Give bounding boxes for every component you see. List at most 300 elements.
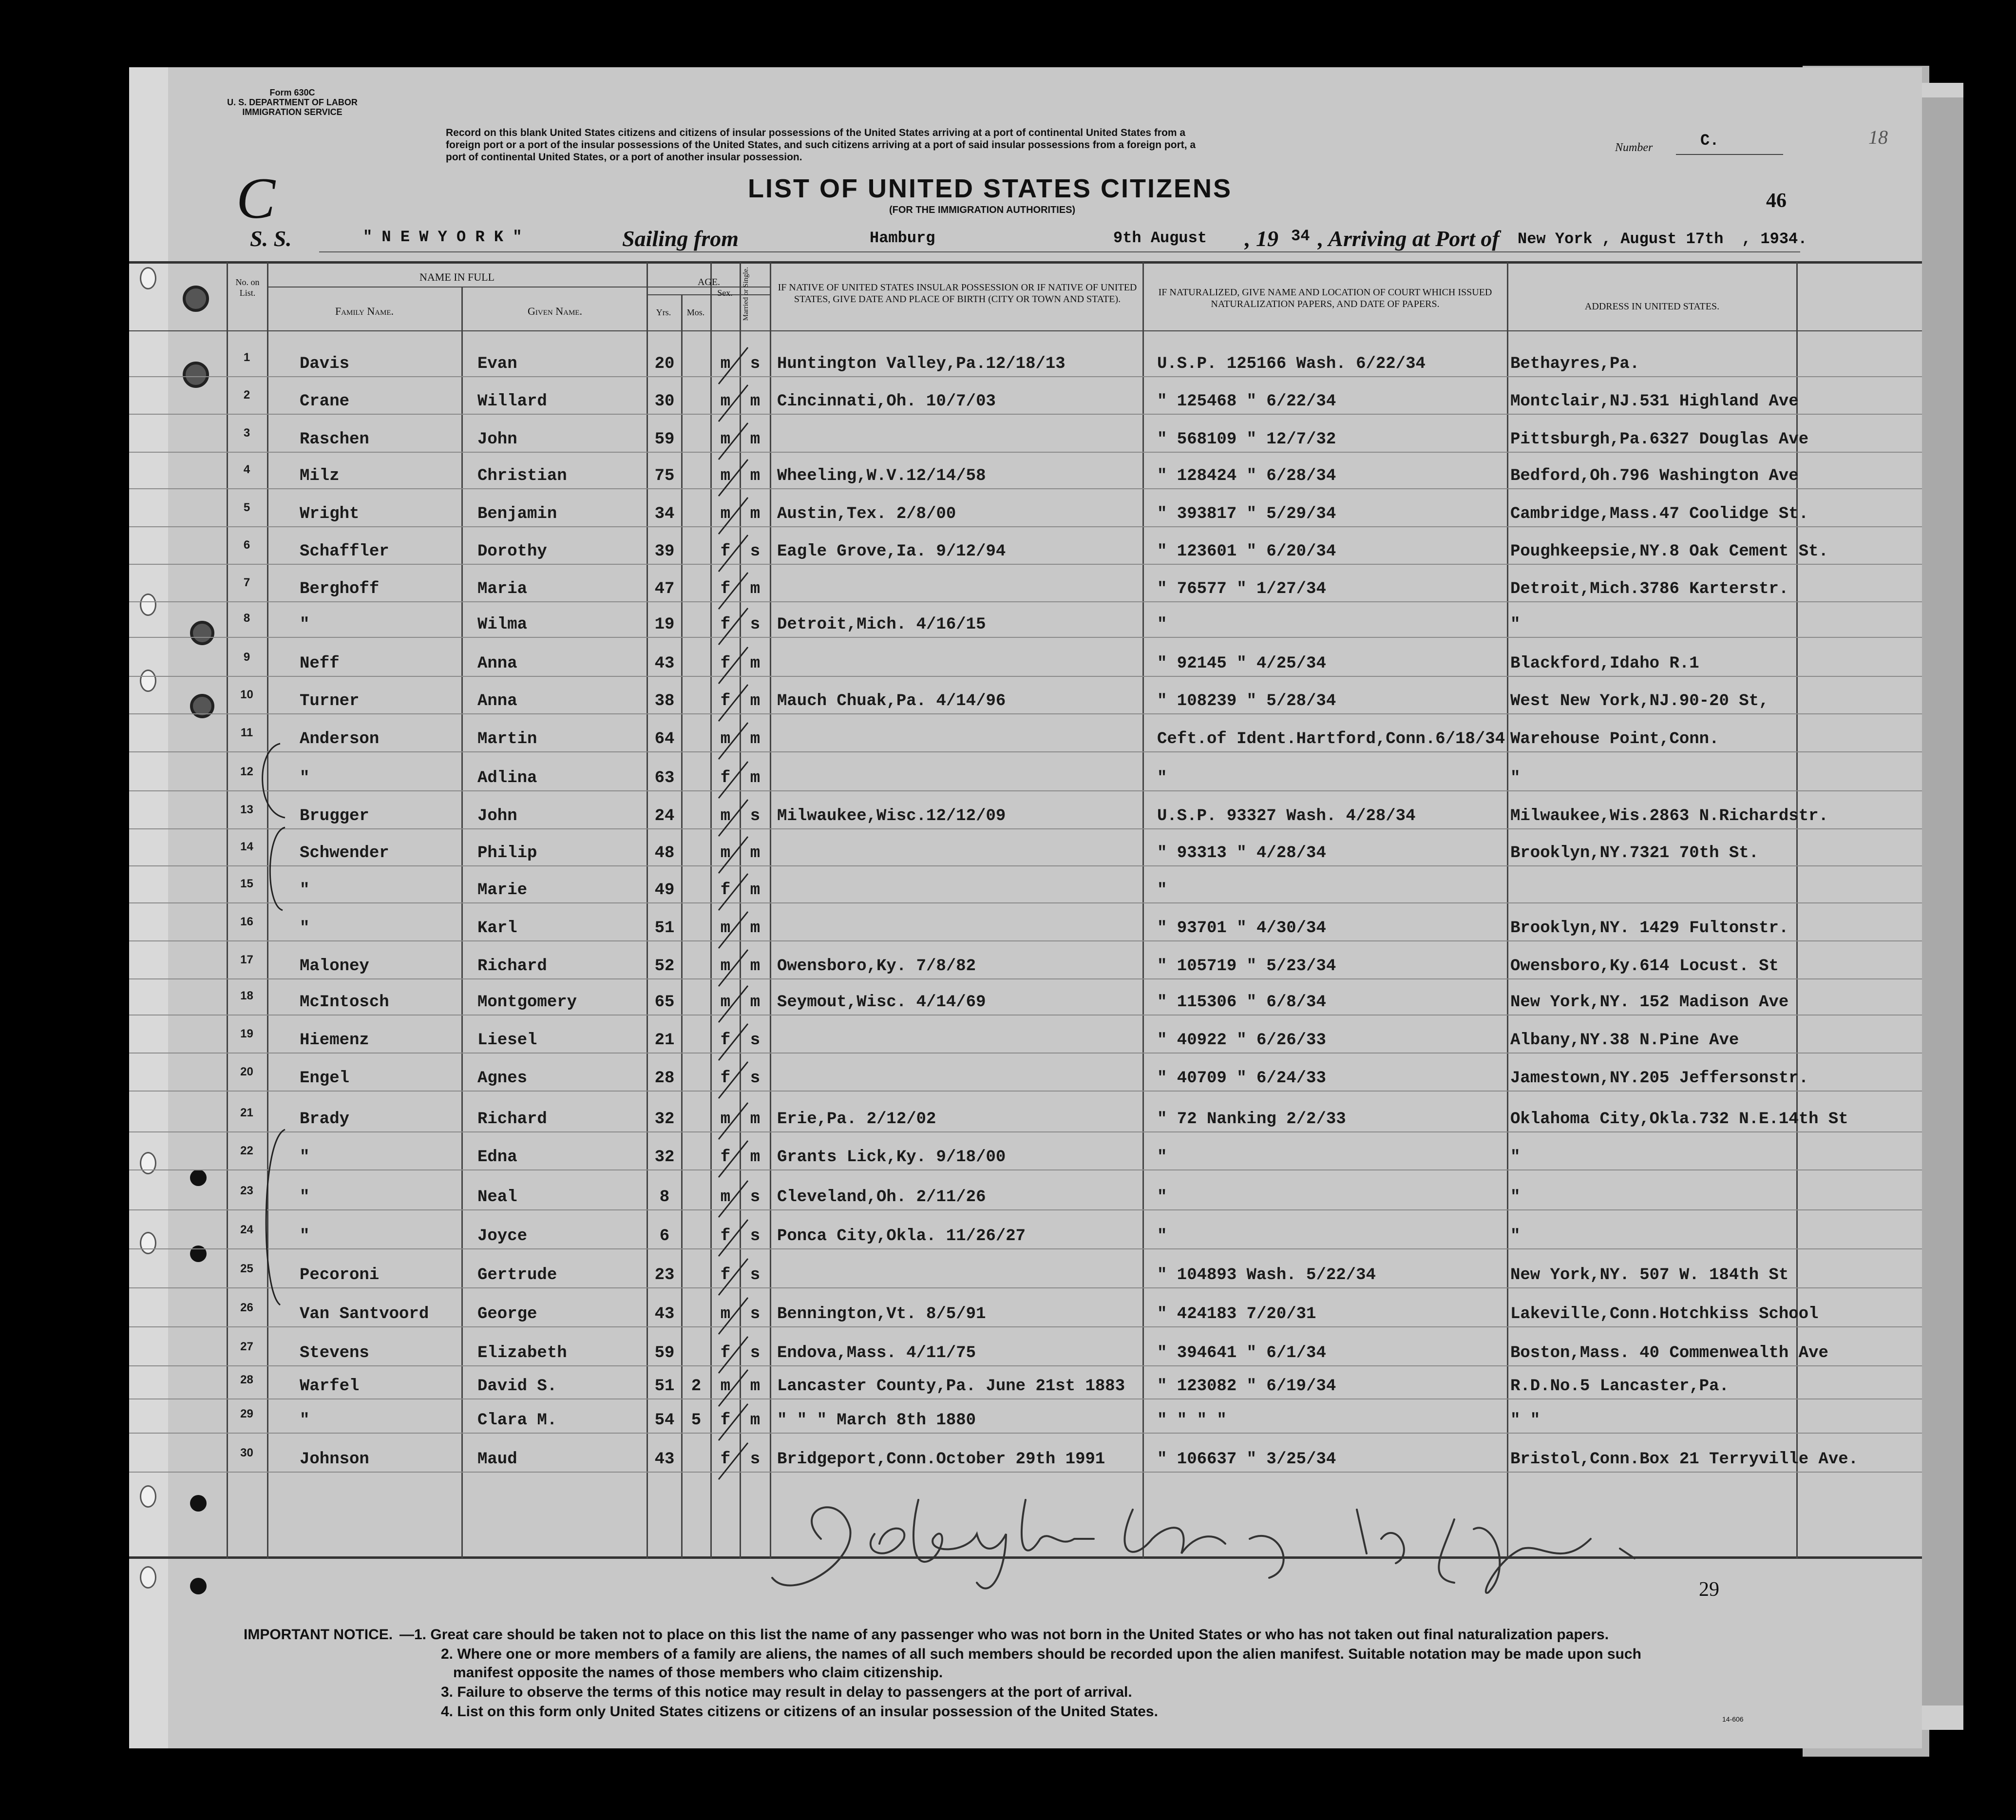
tally-tick bbox=[719, 1259, 748, 1295]
marital-status: m bbox=[750, 580, 761, 598]
marital-status: s bbox=[750, 1450, 761, 1469]
birth-place-date: Erie,Pa. 2/12/02 bbox=[777, 1110, 936, 1129]
row-number: 10 bbox=[240, 688, 253, 701]
punch-hole bbox=[190, 621, 214, 645]
us-address: New York,NY. 507 W. 184th St bbox=[1510, 1266, 1789, 1284]
column-divider bbox=[1507, 262, 1508, 1558]
binder-hole bbox=[140, 1566, 156, 1589]
row-rule bbox=[129, 376, 1922, 377]
row-rule bbox=[129, 751, 1922, 752]
binder-hole bbox=[140, 594, 156, 616]
tally-tick bbox=[719, 608, 748, 645]
age-years: 43 bbox=[654, 1305, 675, 1323]
marital-status: s bbox=[750, 807, 761, 825]
binder-hole bbox=[140, 670, 156, 692]
us-address: Milwaukee,Wis.2863 N.Richardstr. bbox=[1510, 807, 1828, 825]
year-prefix: , 19 bbox=[1245, 226, 1278, 251]
sex: m bbox=[720, 919, 731, 938]
birth-place-date: Huntington Valley,Pa.12/18/13 bbox=[777, 355, 1065, 373]
sex: f bbox=[720, 1031, 731, 1050]
column-divider bbox=[647, 262, 648, 1558]
row-number: 2 bbox=[243, 388, 250, 402]
tally-tick bbox=[719, 647, 748, 684]
row-number: 30 bbox=[240, 1446, 253, 1459]
age-years: 52 bbox=[654, 957, 675, 976]
age-years: 59 bbox=[654, 430, 675, 449]
age-years: 19 bbox=[654, 615, 675, 634]
age-years: 65 bbox=[654, 993, 675, 1012]
tally-tick bbox=[719, 1220, 748, 1256]
row-number: 17 bbox=[240, 953, 253, 966]
family-name: Milz bbox=[300, 467, 340, 485]
row-number: 4 bbox=[243, 463, 250, 476]
row-rule bbox=[129, 1433, 1922, 1434]
us-address: " bbox=[1510, 1188, 1521, 1207]
notice-item-2-cont: manifest opposite the names of those members who claim citizenship. bbox=[453, 1665, 943, 1681]
given-name: Philip bbox=[477, 844, 537, 862]
row-rule bbox=[129, 790, 1922, 791]
row-rule bbox=[129, 1209, 1922, 1210]
naturalization: " 40922 " 6/26/33 bbox=[1157, 1031, 1326, 1050]
sex: m bbox=[720, 1110, 731, 1129]
sex: m bbox=[720, 355, 731, 373]
row-rule bbox=[129, 452, 1922, 453]
given-name: David S. bbox=[477, 1377, 557, 1396]
sex: f bbox=[720, 1148, 731, 1167]
birth-place-date: Bridgeport,Conn.October 29th 1991 bbox=[777, 1450, 1105, 1469]
row-number: 16 bbox=[240, 915, 253, 928]
family-name: Turner bbox=[300, 692, 360, 710]
naturalization: Ceft.of Ident.Hartford,Conn.6/18/34 bbox=[1157, 730, 1505, 748]
us-address: New York,NY. 152 Madison Ave bbox=[1510, 993, 1789, 1012]
tally-tick bbox=[719, 685, 748, 721]
bracket-anderson bbox=[263, 744, 285, 818]
sex: m bbox=[720, 730, 731, 748]
sex: m bbox=[720, 1188, 731, 1207]
marital-status: m bbox=[750, 1148, 761, 1167]
given-name: Clara M. bbox=[477, 1411, 557, 1430]
row-number: 14 bbox=[240, 840, 253, 853]
marital-status: s bbox=[750, 1031, 761, 1050]
row-number: 6 bbox=[243, 538, 250, 552]
sex: f bbox=[720, 1266, 731, 1284]
given-name: John bbox=[477, 430, 517, 449]
age-years: 23 bbox=[654, 1266, 675, 1284]
given-name: Marie bbox=[477, 881, 528, 900]
sailing-label: Sailing from bbox=[622, 226, 739, 251]
given-name: Neal bbox=[477, 1188, 517, 1207]
age-years: 30 bbox=[654, 392, 675, 411]
marital-status: m bbox=[750, 919, 761, 938]
row-rule bbox=[129, 637, 1922, 638]
header-divider bbox=[129, 330, 1922, 331]
us-address: Lakeville,Conn.Hotchkiss School bbox=[1510, 1305, 1819, 1323]
instruction-line: foreign port or a port of the insular possessions of the United States, and such citizens arriving at a port of said insular possessions from a foreign port, a bbox=[446, 139, 1196, 151]
given-name: George bbox=[477, 1305, 537, 1323]
family-name: Engel bbox=[300, 1069, 350, 1088]
row-number: 15 bbox=[240, 877, 253, 890]
row-rule bbox=[129, 488, 1922, 489]
naturalization: " 105719 " 5/23/34 bbox=[1157, 957, 1336, 976]
punch-hole bbox=[190, 1169, 207, 1186]
age-years: 63 bbox=[654, 769, 675, 787]
sex: f bbox=[720, 580, 731, 598]
tally-tick bbox=[719, 950, 748, 986]
birth-place-date: Cleveland,Oh. 2/11/26 bbox=[777, 1188, 986, 1207]
binder-hole bbox=[140, 1485, 156, 1508]
age-years: 8 bbox=[659, 1188, 670, 1207]
sex: m bbox=[720, 505, 731, 523]
row-number: 23 bbox=[240, 1184, 253, 1197]
age-years: 38 bbox=[654, 692, 675, 710]
family-name: " bbox=[300, 881, 310, 900]
age-years: 75 bbox=[654, 467, 675, 485]
header-family-name: Family Name. bbox=[335, 305, 394, 317]
marital-status: s bbox=[750, 1344, 761, 1362]
margin-handwritten-mark: C bbox=[236, 166, 276, 230]
marital-status: s bbox=[750, 1188, 761, 1207]
notice-label: IMPORTANT NOTICE. bbox=[244, 1627, 393, 1643]
row-number: 22 bbox=[240, 1144, 253, 1157]
marital-status: s bbox=[750, 615, 761, 634]
age-months: 5 bbox=[691, 1411, 702, 1430]
tally-tick bbox=[719, 837, 748, 873]
family-name: Neff bbox=[300, 654, 340, 673]
given-name: Richard bbox=[477, 957, 547, 976]
tally-tick bbox=[719, 986, 748, 1022]
sex: f bbox=[720, 615, 731, 634]
given-name: Wilma bbox=[477, 615, 528, 634]
given-name: Maria bbox=[477, 580, 528, 598]
given-name: Anna bbox=[477, 692, 517, 710]
given-name: Anna bbox=[477, 654, 517, 673]
header-yrs: Yrs. bbox=[656, 307, 671, 317]
given-name: John bbox=[477, 807, 517, 825]
header-no: No. on List. bbox=[235, 277, 260, 298]
page-title: LIST OF UNITED STATES CITIZENS bbox=[748, 174, 1232, 203]
footer-count: 29 bbox=[1699, 1578, 1719, 1601]
birth-place-date: Wheeling,W.V.12/14/58 bbox=[777, 467, 986, 485]
family-name: " bbox=[300, 1227, 310, 1245]
family-name: Brugger bbox=[300, 807, 369, 825]
age-years: 48 bbox=[654, 844, 675, 862]
row-rule bbox=[129, 978, 1922, 979]
tally-tick bbox=[719, 1370, 748, 1406]
us-address: Blackford,Idaho R.1 bbox=[1510, 654, 1699, 673]
marital-status: s bbox=[750, 355, 761, 373]
row-number: 18 bbox=[240, 989, 253, 1002]
header-married-single: Married or Single. bbox=[742, 267, 750, 321]
row-rule bbox=[129, 1131, 1922, 1132]
us-address: " " bbox=[1510, 1411, 1541, 1430]
given-name: Montgomery bbox=[477, 993, 577, 1012]
tally-tick bbox=[719, 723, 748, 759]
instructions bbox=[446, 127, 1196, 163]
marital-status: m bbox=[750, 654, 761, 673]
family-name: Anderson bbox=[300, 730, 380, 748]
family-name: " bbox=[300, 769, 310, 787]
birth-place-date: Endova,Mass. 4/11/75 bbox=[777, 1344, 976, 1362]
voyage-underline bbox=[319, 251, 1800, 252]
sex: f bbox=[720, 654, 731, 673]
naturalization: " 393817 " 5/29/34 bbox=[1157, 505, 1336, 523]
naturalization: " 92145 " 4/25/34 bbox=[1157, 654, 1326, 673]
given-name: Maud bbox=[477, 1450, 517, 1469]
family-name: Maloney bbox=[300, 957, 369, 976]
naturalization: " 93313 " 4/28/34 bbox=[1157, 844, 1326, 862]
binder-hole bbox=[140, 267, 156, 289]
column-divider bbox=[227, 262, 228, 1558]
sex: m bbox=[720, 430, 731, 449]
row-rule bbox=[129, 601, 1922, 602]
age-years: 43 bbox=[654, 1450, 675, 1469]
header-given-name: Given Name. bbox=[528, 305, 582, 317]
sex: f bbox=[720, 1450, 731, 1469]
sex: m bbox=[720, 1305, 731, 1323]
header-sex: Sex. bbox=[717, 288, 733, 298]
year-from: 34 bbox=[1291, 227, 1310, 245]
tally-tick bbox=[719, 1024, 748, 1060]
instruction-line: Record on this blank United States citizens and citizens of insular possessions of the United States arriving at a port of continental United States from a bbox=[446, 127, 1186, 138]
tally-tick bbox=[719, 347, 748, 384]
family-name: Warfel bbox=[300, 1377, 360, 1396]
marital-status: m bbox=[750, 430, 761, 449]
marital-status: s bbox=[750, 542, 761, 561]
form-number: Form 630C bbox=[269, 88, 315, 97]
family-name: Crane bbox=[300, 392, 350, 411]
family-name: Schaffler bbox=[300, 542, 389, 561]
tally-tick bbox=[719, 800, 748, 836]
given-name: Richard bbox=[477, 1110, 547, 1129]
us-address: " bbox=[1510, 615, 1521, 634]
naturalization: " 394641 " 6/1/34 bbox=[1157, 1344, 1326, 1362]
given-name: Karl bbox=[477, 919, 517, 938]
naturalization: " bbox=[1157, 1188, 1167, 1207]
column-divider bbox=[681, 295, 683, 1558]
naturalization: " 40709 " 6/24/33 bbox=[1157, 1069, 1326, 1088]
row-rule bbox=[129, 564, 1922, 565]
family-name: " bbox=[300, 1411, 310, 1430]
given-name: Adlina bbox=[477, 769, 537, 787]
naturalization: " 123082 " 6/19/34 bbox=[1157, 1377, 1336, 1396]
row-rule bbox=[129, 713, 1922, 714]
us-address: Detroit,Mich.3786 Karterstr. bbox=[1510, 580, 1789, 598]
us-address: Bethayres,Pa. bbox=[1510, 355, 1640, 373]
given-name: Martin bbox=[477, 730, 537, 748]
family-name: Brady bbox=[300, 1110, 350, 1129]
tally-tick bbox=[719, 423, 748, 460]
marital-status: m bbox=[750, 1110, 761, 1129]
marital-status: m bbox=[750, 730, 761, 748]
age-years: 47 bbox=[654, 580, 675, 598]
sex: m bbox=[720, 807, 731, 825]
birth-place-date: Cincinnati,Oh. 10/7/03 bbox=[777, 392, 996, 411]
birth-place-date: Austin,Tex. 2/8/00 bbox=[777, 505, 956, 523]
tally-tick bbox=[719, 385, 748, 421]
row-number: 3 bbox=[243, 426, 250, 440]
tally-tick bbox=[719, 762, 748, 798]
punch-hole bbox=[190, 1495, 207, 1512]
marital-status: m bbox=[750, 467, 761, 485]
row-rule bbox=[129, 1169, 1922, 1170]
naturalization: " bbox=[1157, 1148, 1167, 1167]
marital-status: m bbox=[750, 692, 761, 710]
corner-pencil-mark: 18 bbox=[1868, 126, 1888, 148]
family-name: Johnson bbox=[300, 1450, 369, 1469]
age-years: 43 bbox=[654, 654, 675, 673]
family-name: Stevens bbox=[300, 1344, 369, 1362]
header-naturalized: IF NATURALIZED, GIVE NAME AND LOCATION OF COURT WHICH ISSUED NATURALIZATION PAPERS, AND DATE OF PAPERS. bbox=[1158, 287, 1492, 309]
tally-tick bbox=[719, 573, 748, 609]
number-label: Number bbox=[1615, 141, 1653, 154]
row-number: 27 bbox=[240, 1340, 253, 1353]
row-number: 21 bbox=[240, 1106, 253, 1119]
birth-place-date: Ponca City,Okla. 11/26/27 bbox=[777, 1227, 1026, 1245]
family-name: Davis bbox=[300, 355, 350, 373]
family-name: Berghoff bbox=[300, 580, 380, 598]
age-years: 28 bbox=[654, 1069, 675, 1088]
birth-place-date: Grants Lick,Ky. 9/18/00 bbox=[777, 1148, 1006, 1167]
header-name-in-full: NAME IN FULL bbox=[419, 271, 494, 283]
row-number: 25 bbox=[240, 1262, 253, 1275]
naturalization: " 72 Nanking 2/2/33 bbox=[1157, 1110, 1346, 1129]
naturalization: " 568109 " 12/7/32 bbox=[1157, 430, 1336, 449]
marital-status: m bbox=[750, 881, 761, 900]
naturalization: " bbox=[1157, 1227, 1167, 1245]
tally-tick bbox=[719, 1103, 748, 1139]
row-number: 29 bbox=[240, 1407, 253, 1420]
tally-tick bbox=[719, 912, 748, 948]
family-name: Raschen bbox=[300, 430, 369, 449]
naturalization: " 123601 " 6/20/34 bbox=[1157, 542, 1336, 561]
marital-status: s bbox=[750, 1305, 761, 1323]
sex: m bbox=[720, 1377, 731, 1396]
tally-marks bbox=[704, 340, 811, 1558]
naturalization: " bbox=[1157, 881, 1167, 900]
sex: m bbox=[720, 392, 731, 411]
us-address: Boston,Mass. 40 Commenwealth Ave bbox=[1510, 1344, 1828, 1362]
row-rule bbox=[129, 1472, 1922, 1473]
sex: f bbox=[720, 1344, 731, 1362]
us-address: Poughkeepsie,NY.8 Oak Cement St. bbox=[1510, 542, 1828, 561]
tally-tick bbox=[719, 874, 748, 910]
age-years: 39 bbox=[654, 542, 675, 561]
us-address: " bbox=[1510, 1227, 1521, 1245]
given-name: Agnes bbox=[477, 1069, 528, 1088]
us-address: Owensboro,Ky.614 Locust. St bbox=[1510, 957, 1779, 976]
tally-tick bbox=[719, 1443, 748, 1479]
page-subtitle: (FOR THE IMMIGRATION AUTHORITIES) bbox=[889, 205, 1076, 215]
date-from: 9th August bbox=[1113, 229, 1207, 247]
row-number: 5 bbox=[243, 501, 250, 514]
naturalization: " bbox=[1157, 769, 1167, 787]
family-name: Pecoroni bbox=[300, 1266, 380, 1284]
family-name: " bbox=[300, 919, 310, 938]
row-rule bbox=[129, 940, 1922, 941]
tally-tick bbox=[719, 1298, 748, 1334]
year-to: , 1934. bbox=[1742, 230, 1807, 248]
row-rule bbox=[129, 414, 1922, 415]
header-mos: Mos. bbox=[686, 307, 705, 317]
header-divider bbox=[647, 294, 771, 295]
us-address: " bbox=[1510, 769, 1521, 787]
given-name: Christian bbox=[477, 467, 567, 485]
notice-item-4: 4. List on this form only United States citizens or citizens of an insular possession of the United States. bbox=[441, 1704, 1158, 1720]
row-number: 20 bbox=[240, 1065, 253, 1078]
birth-place-date: Bennington,Vt. 8/5/91 bbox=[777, 1305, 986, 1323]
us-address: Pittsburgh,Pa.6327 Douglas Ave bbox=[1510, 430, 1809, 449]
row-number: 12 bbox=[240, 765, 253, 778]
given-name: Elizabeth bbox=[477, 1344, 567, 1362]
birth-place-date: " " " March 8th 1880 bbox=[777, 1411, 976, 1430]
sex: f bbox=[720, 1227, 731, 1245]
row-rule bbox=[129, 526, 1922, 527]
notice-item-3: 3. Failure to observe the terms of this notice may result in delay to passengers at the port of arrival. bbox=[441, 1684, 1132, 1700]
sex: f bbox=[720, 1411, 731, 1430]
row-rule bbox=[129, 828, 1922, 829]
given-name: Liesel bbox=[477, 1031, 537, 1050]
row-number: 28 bbox=[240, 1373, 253, 1386]
header-age: AGE. bbox=[697, 277, 721, 287]
binder-hole bbox=[140, 1232, 156, 1254]
notice-item-1: —1. Great care should be taken not to place on this list the name of any passenger who was not born in the United States or who has not taken out final naturalization papers. bbox=[399, 1627, 1609, 1643]
naturalization: " 424183 7/20/31 bbox=[1157, 1305, 1316, 1323]
naturalization: " bbox=[1157, 615, 1167, 634]
tally-tick bbox=[719, 1181, 748, 1217]
naturalization: " 108239 " 5/28/34 bbox=[1157, 692, 1336, 710]
tally-tick bbox=[719, 535, 748, 572]
sex: m bbox=[720, 993, 731, 1012]
row-number: 7 bbox=[243, 576, 250, 589]
row-number: 26 bbox=[240, 1301, 253, 1314]
marital-status: m bbox=[750, 392, 761, 411]
column-divider bbox=[1796, 262, 1798, 1558]
sex: m bbox=[720, 467, 731, 485]
naturalization: " 76577 " 1/27/34 bbox=[1157, 580, 1326, 598]
age-years: 32 bbox=[654, 1110, 675, 1129]
ship-name: " N E W Y O R K " bbox=[363, 228, 522, 246]
naturalization: U.S.P. 93327 Wash. 4/28/34 bbox=[1157, 807, 1416, 825]
family-name: " bbox=[300, 1188, 310, 1207]
age-years: 49 bbox=[654, 881, 675, 900]
row-number: 1 bbox=[243, 351, 250, 364]
given-name: Dorothy bbox=[477, 542, 547, 561]
age-years: 51 bbox=[654, 919, 675, 938]
punch-hole bbox=[190, 694, 214, 718]
row-rule bbox=[129, 1326, 1922, 1327]
punch-hole bbox=[183, 286, 209, 312]
age-years: 34 bbox=[654, 505, 675, 523]
naturalization: " 128424 " 6/28/34 bbox=[1157, 467, 1336, 485]
row-rule bbox=[129, 1053, 1922, 1054]
tally-tick bbox=[719, 1141, 748, 1177]
given-name: Willard bbox=[477, 392, 547, 411]
row-rule bbox=[129, 1365, 1922, 1366]
birth-place-date: Owensboro,Ky. 7/8/82 bbox=[777, 957, 976, 976]
naturalization: " 106637 " 3/25/34 bbox=[1157, 1450, 1336, 1469]
sex: f bbox=[720, 692, 731, 710]
family-name: Wright bbox=[300, 505, 360, 523]
row-rule bbox=[129, 1287, 1922, 1288]
instruction-line: port of continental United States, or a port of another insular possession. bbox=[446, 152, 802, 163]
row-rule bbox=[129, 676, 1922, 677]
marital-status: m bbox=[750, 1377, 761, 1396]
marital-status: m bbox=[750, 993, 761, 1012]
naturalization: " 125468 " 6/22/34 bbox=[1157, 392, 1336, 411]
row-number: 13 bbox=[240, 803, 253, 816]
page-number: 46 bbox=[1766, 190, 1787, 212]
marital-status: m bbox=[750, 957, 761, 976]
